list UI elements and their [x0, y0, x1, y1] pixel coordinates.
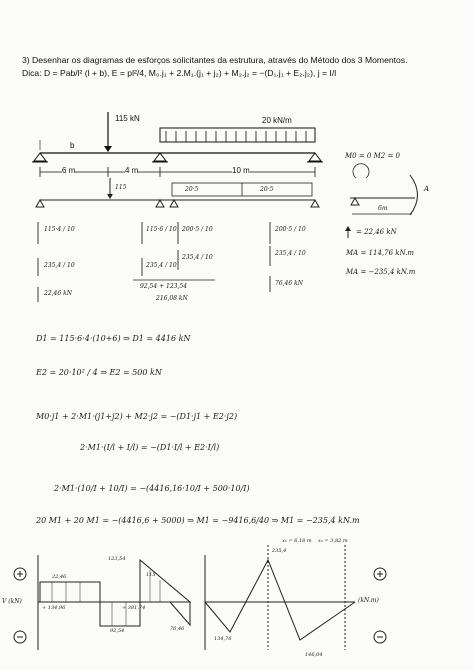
shear-value-1: 22,46: [52, 574, 67, 580]
point-load-label: 115 kN: [115, 114, 140, 123]
fbd-load-20x5-a: 20·5: [185, 186, 199, 193]
reaction-mid-1: 115·6 / 10: [146, 226, 177, 233]
reaction-mid-total: 216,08 kN: [156, 295, 188, 302]
calc-substitution: 2·M1·(I/l + I/l) = −(D1·I/l + E2·I/l): [80, 443, 220, 452]
calc-e2: E2 = 20·10² / 4 ⇒ E2 = 500 kN: [36, 368, 162, 377]
shear-value-7: + 381,74: [122, 605, 146, 611]
reaction-mid-3: 200·5 / 10: [182, 226, 213, 233]
reaction-left-1: 115·4 / 10: [44, 226, 75, 233]
calc-three-moments: M0·j1 + 2·M1·(j1+j2) + M2·j2 = −(D1·j1 + E2·j2): [36, 412, 238, 421]
reaction-right-2: 235,4 / 10: [275, 250, 306, 257]
shear-value-5: 76,46: [170, 626, 185, 632]
hint-formula: Dica: D = Pab/l² (l + b), E = pl²/4, M₀.j₁ + 2.M₁.(j₁ + j₂) + M₂.j₂ = −(D₁.j₁ + E₂.j₂), j = I/l: [22, 68, 337, 78]
shear-value-2: 115: [146, 572, 156, 578]
calc-numeric: 2·M1·(10/I + 10/I) = −(4416,16·10/I + 500·10/I): [54, 484, 250, 493]
reaction-mid-4: 235,4 / 10: [182, 254, 213, 261]
reaction-right-3: 76,46 kN: [275, 280, 303, 287]
moment-x2: x₂ = 3,82 m: [318, 538, 348, 544]
reaction-right-1: 200·5 / 10: [275, 226, 306, 233]
reaction-left-3: 22,46 kN: [44, 290, 72, 297]
fbd-load-115: 115: [115, 184, 127, 191]
span-1-label: 6 m: [62, 166, 76, 175]
shear-value-4: 123,54: [108, 556, 126, 562]
sketch-support-label: A: [424, 185, 430, 193]
moment-x1: x₁ = 6,18 m: [282, 538, 312, 544]
reaction-mid-sum: 92,54 + 123,54: [140, 283, 188, 290]
result-reaction: = 22,46 kN: [356, 228, 397, 236]
span-3-label: 10 m: [232, 166, 250, 175]
calc-d1: D1 = 115·6·4·(10+6) ⇒ D1 = 4416 kN: [36, 334, 191, 343]
shear-value-3: 92,54: [110, 628, 125, 634]
result-moment-1: MA = 114,76 kN.m: [346, 249, 415, 257]
boundary-conditions: M0 = 0 M2 = 0: [345, 152, 401, 160]
moment-value-2: 134,76: [214, 636, 232, 642]
sketch-span: 6m: [378, 205, 388, 212]
span-2-label: 4 m: [125, 166, 139, 175]
moment-value-3: 146,04: [305, 652, 323, 658]
problem-statement: 3) Desenhar os diagramas de esforços solicitantes da estrutura, através do Método dos 3 Momentos.: [22, 55, 408, 65]
dim-b-label: b: [70, 141, 75, 150]
reaction-mid-2: 235,4 / 10: [146, 262, 177, 269]
distributed-load-label: 20 kN/m: [262, 116, 292, 125]
reaction-left-2: 235,4 / 10: [44, 262, 75, 269]
moment-value-1: 235,4: [272, 548, 287, 554]
moment-axis-label: (kN.m): [358, 597, 379, 604]
result-moment-2: MA = −235,4 kN.m: [346, 268, 416, 276]
shear-axis-label: V (kN): [2, 598, 22, 605]
fbd-load-20x5-b: 20·5: [260, 186, 274, 193]
shear-value-6: + 134,96: [42, 605, 66, 611]
calc-result: 20 M1 + 20 M1 = −(4416,6 + 5000) ⇒ M1 = −9416,6/40 ⇒ M1 = −235,4 kN.m: [36, 516, 360, 525]
